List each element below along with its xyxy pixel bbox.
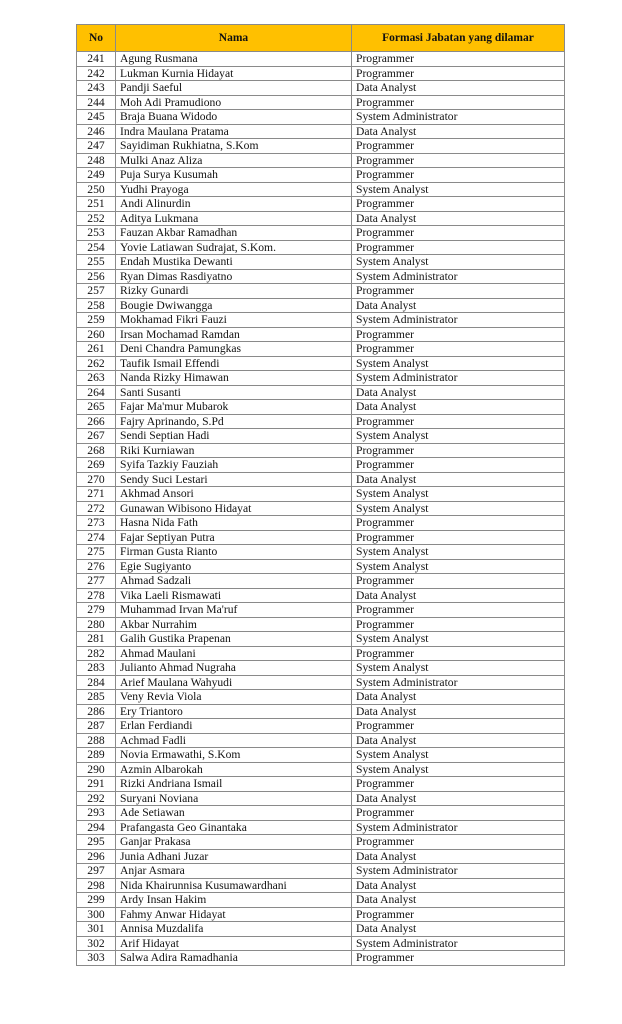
table-row (77, 690, 565, 705)
cell-no: 296 (77, 849, 116, 864)
table-row (77, 501, 565, 516)
cell-formasi: System Analyst (352, 545, 565, 560)
cell-no: 303 (77, 951, 116, 966)
cell-no: 268 (77, 443, 116, 458)
cell-formasi: System Analyst (352, 501, 565, 516)
cell-no: 277 (77, 574, 116, 589)
cell-no: 285 (77, 690, 116, 705)
cell-formasi: Programmer (352, 719, 565, 734)
table-row (77, 168, 565, 183)
cell-no: 273 (77, 516, 116, 531)
cell-no: 302 (77, 936, 116, 951)
cell-formasi: System Analyst (352, 182, 565, 197)
table-row (77, 791, 565, 806)
table-row (77, 777, 565, 792)
cell-formasi: Programmer (352, 646, 565, 661)
cell-no: 291 (77, 777, 116, 792)
cell-nama: Veny Revia Viola (116, 690, 352, 705)
cell-nama: Erlan Ferdiandi (116, 719, 352, 734)
cell-nama: Gunawan Wibisono Hidayat (116, 501, 352, 516)
table-row (77, 298, 565, 313)
cell-nama: Riki Kurniawan (116, 443, 352, 458)
cell-nama: Galih Gustika Prapenan (116, 632, 352, 647)
cell-nama: Ade Setiawan (116, 806, 352, 821)
cell-nama: Muhammad Irvan Ma'ruf (116, 603, 352, 618)
cell-nama: Taufik Ismail Effendi (116, 356, 352, 371)
cell-formasi: Programmer (352, 574, 565, 589)
cell-nama: Mokhamad Fikri Fauzi (116, 313, 352, 328)
cell-nama: Santi Susanti (116, 385, 352, 400)
cell-no: 255 (77, 255, 116, 270)
cell-no: 252 (77, 211, 116, 226)
table-row (77, 733, 565, 748)
table-row (77, 269, 565, 284)
cell-nama: Azmin Albarokah (116, 762, 352, 777)
cell-nama: Ryan Dimas Rasdiyatno (116, 269, 352, 284)
cell-nama: Sendy Suci Lestari (116, 472, 352, 487)
cell-nama: Fajry Aprinando, S.Pd (116, 414, 352, 429)
cell-no: 293 (77, 806, 116, 821)
cell-nama: Novia Ermawathi, S.Kom (116, 748, 352, 763)
cell-no: 272 (77, 501, 116, 516)
cell-no: 299 (77, 893, 116, 908)
cell-no: 271 (77, 487, 116, 502)
cell-formasi: Programmer (352, 617, 565, 632)
cell-nama: Anjar Asmara (116, 864, 352, 879)
cell-no: 254 (77, 240, 116, 255)
table-row (77, 632, 565, 647)
cell-formasi: Data Analyst (352, 922, 565, 937)
cell-formasi: Programmer (352, 603, 565, 618)
table-row (77, 574, 565, 589)
cell-formasi: System Analyst (352, 559, 565, 574)
cell-nama: Indra Maulana Pratama (116, 124, 352, 139)
cell-formasi: Programmer (352, 284, 565, 299)
cell-no: 241 (77, 52, 116, 67)
cell-formasi: System Analyst (352, 748, 565, 763)
cell-nama: Fajar Septiyan Putra (116, 530, 352, 545)
cell-no: 262 (77, 356, 116, 371)
table-row (77, 545, 565, 560)
table-row (77, 951, 565, 966)
cell-nama: Akbar Nurrahim (116, 617, 352, 632)
cell-formasi: Data Analyst (352, 124, 565, 139)
table-row (77, 603, 565, 618)
table-row (77, 820, 565, 835)
cell-formasi: Programmer (352, 52, 565, 67)
cell-nama: Ery Triantoro (116, 704, 352, 719)
cell-formasi: Programmer (352, 414, 565, 429)
cell-no: 263 (77, 371, 116, 386)
cell-formasi: Programmer (352, 835, 565, 850)
cell-nama: Nanda Rizky Himawan (116, 371, 352, 386)
document-page (76, 24, 564, 966)
table-row (77, 81, 565, 96)
cell-nama: Ahmad Sadzali (116, 574, 352, 589)
table-row (77, 922, 565, 937)
cell-no: 270 (77, 472, 116, 487)
cell-formasi: Data Analyst (352, 588, 565, 603)
cell-no: 290 (77, 762, 116, 777)
cell-formasi: System Analyst (352, 487, 565, 502)
cell-no: 275 (77, 545, 116, 560)
table-body (77, 52, 565, 966)
cell-nama: Syifa Tazkiy Fauziah (116, 458, 352, 473)
cell-no: 280 (77, 617, 116, 632)
cell-formasi: System Analyst (352, 429, 565, 444)
table-row (77, 414, 565, 429)
cell-formasi: Data Analyst (352, 298, 565, 313)
table-row (77, 835, 565, 850)
cell-nama: Fajar Ma'mur Mubarok (116, 400, 352, 415)
header-formasi: Formasi Jabatan yang dilamar (352, 25, 565, 52)
table-row (77, 52, 565, 67)
cell-no: 292 (77, 791, 116, 806)
cell-no: 261 (77, 342, 116, 357)
cell-formasi: Data Analyst (352, 472, 565, 487)
cell-no: 243 (77, 81, 116, 96)
table-row (77, 240, 565, 255)
table-row (77, 153, 565, 168)
table-row (77, 675, 565, 690)
cell-formasi: Data Analyst (352, 733, 565, 748)
cell-no: 294 (77, 820, 116, 835)
cell-no: 245 (77, 110, 116, 125)
cell-no: 286 (77, 704, 116, 719)
cell-formasi: Programmer (352, 95, 565, 110)
cell-formasi: System Administrator (352, 269, 565, 284)
cell-no: 266 (77, 414, 116, 429)
cell-nama: Ahmad Maulani (116, 646, 352, 661)
table-row (77, 327, 565, 342)
cell-nama: Braja Buana Widodo (116, 110, 352, 125)
table-row (77, 342, 565, 357)
cell-no: 289 (77, 748, 116, 763)
cell-nama: Deni Chandra Pamungkas (116, 342, 352, 357)
cell-no: 258 (77, 298, 116, 313)
cell-formasi: Data Analyst (352, 704, 565, 719)
cell-no: 281 (77, 632, 116, 647)
table-header (77, 25, 565, 52)
cell-nama: Arif Hidayat (116, 936, 352, 951)
cell-nama: Egie Sugiyanto (116, 559, 352, 574)
cell-formasi: Programmer (352, 226, 565, 241)
cell-formasi: Programmer (352, 530, 565, 545)
cell-formasi: System Analyst (352, 762, 565, 777)
cell-nama: Fauzan Akbar Ramadhan (116, 226, 352, 241)
cell-formasi: Programmer (352, 342, 565, 357)
cell-no: 265 (77, 400, 116, 415)
table-row (77, 429, 565, 444)
cell-nama: Prafangasta Geo Ginantaka (116, 820, 352, 835)
cell-no: 282 (77, 646, 116, 661)
cell-no: 259 (77, 313, 116, 328)
table-row (77, 936, 565, 951)
cell-no: 279 (77, 603, 116, 618)
cell-no: 249 (77, 168, 116, 183)
table-row (77, 371, 565, 386)
cell-no: 253 (77, 226, 116, 241)
table-row (77, 748, 565, 763)
cell-no: 297 (77, 864, 116, 879)
cell-formasi: System Administrator (352, 110, 565, 125)
cell-nama: Fahmy Anwar Hidayat (116, 907, 352, 922)
cell-nama: Akhmad Ansori (116, 487, 352, 502)
cell-nama: Achmad Fadli (116, 733, 352, 748)
table-row (77, 617, 565, 632)
cell-nama: Andi Alinurdin (116, 197, 352, 212)
cell-formasi: Programmer (352, 806, 565, 821)
cell-no: 283 (77, 661, 116, 676)
table-row (77, 313, 565, 328)
cell-nama: Yovie Latiawan Sudrajat, S.Kom. (116, 240, 352, 255)
cell-formasi: Programmer (352, 777, 565, 792)
table-row (77, 356, 565, 371)
cell-no: 301 (77, 922, 116, 937)
table-row (77, 559, 565, 574)
cell-no: 276 (77, 559, 116, 574)
cell-formasi: Programmer (352, 240, 565, 255)
cell-formasi: Data Analyst (352, 791, 565, 806)
cell-nama: Pandji Saeful (116, 81, 352, 96)
table-row (77, 458, 565, 473)
table-row (77, 661, 565, 676)
cell-nama: Rizki Andriana Ismail (116, 777, 352, 792)
cell-formasi: Programmer (352, 951, 565, 966)
cell-no: 246 (77, 124, 116, 139)
table-row (77, 385, 565, 400)
cell-nama: Ardy Insan Hakim (116, 893, 352, 908)
cell-nama: Rizky Gunardi (116, 284, 352, 299)
table-row (77, 588, 565, 603)
cell-no: 287 (77, 719, 116, 734)
cell-no: 250 (77, 182, 116, 197)
table-row (77, 110, 565, 125)
cell-nama: Arief Maulana Wahyudi (116, 675, 352, 690)
cell-formasi: System Administrator (352, 820, 565, 835)
table-row (77, 907, 565, 922)
cell-nama: Puja Surya Kusumah (116, 168, 352, 183)
table-row (77, 704, 565, 719)
cell-no: 284 (77, 675, 116, 690)
cell-no: 274 (77, 530, 116, 545)
table-row (77, 530, 565, 545)
cell-no: 264 (77, 385, 116, 400)
table-row (77, 66, 565, 81)
cell-formasi: Data Analyst (352, 893, 565, 908)
table-row (77, 849, 565, 864)
cell-formasi: Data Analyst (352, 81, 565, 96)
cell-nama: Suryani Noviana (116, 791, 352, 806)
table-row (77, 139, 565, 154)
cell-formasi: Programmer (352, 443, 565, 458)
cell-nama: Nida Khairunnisa Kusumawardhani (116, 878, 352, 893)
table-row (77, 400, 565, 415)
cell-no: 278 (77, 588, 116, 603)
table-row (77, 284, 565, 299)
applicant-table (76, 24, 565, 966)
cell-nama: Salwa Adira Ramadhania (116, 951, 352, 966)
cell-formasi: System Administrator (352, 936, 565, 951)
header-row (77, 25, 565, 52)
cell-formasi: System Administrator (352, 864, 565, 879)
cell-formasi: System Analyst (352, 661, 565, 676)
cell-no: 256 (77, 269, 116, 284)
table-row (77, 762, 565, 777)
table-row (77, 646, 565, 661)
table-row (77, 197, 565, 212)
cell-formasi: Programmer (352, 168, 565, 183)
cell-formasi: System Administrator (352, 371, 565, 386)
cell-formasi: System Analyst (352, 255, 565, 270)
cell-formasi: Data Analyst (352, 878, 565, 893)
cell-no: 300 (77, 907, 116, 922)
cell-nama: Julianto Ahmad Nugraha (116, 661, 352, 676)
cell-no: 242 (77, 66, 116, 81)
cell-no: 295 (77, 835, 116, 850)
cell-formasi: Programmer (352, 139, 565, 154)
cell-nama: Sendi Septian Hadi (116, 429, 352, 444)
cell-nama: Annisa Muzdalifa (116, 922, 352, 937)
table-row (77, 124, 565, 139)
table-row (77, 864, 565, 879)
cell-formasi: System Administrator (352, 313, 565, 328)
cell-nama: Moh Adi Pramudiono (116, 95, 352, 110)
cell-formasi: Data Analyst (352, 400, 565, 415)
table-row (77, 806, 565, 821)
table-row (77, 719, 565, 734)
cell-nama: Yudhi Prayoga (116, 182, 352, 197)
cell-nama: Bougie Dwiwangga (116, 298, 352, 313)
table-row (77, 472, 565, 487)
cell-nama: Lukman Kurnia Hidayat (116, 66, 352, 81)
cell-formasi: Programmer (352, 153, 565, 168)
cell-no: 298 (77, 878, 116, 893)
cell-formasi: Programmer (352, 516, 565, 531)
table-row (77, 893, 565, 908)
table-row (77, 182, 565, 197)
cell-formasi: Programmer (352, 458, 565, 473)
cell-nama: Agung Rusmana (116, 52, 352, 67)
cell-formasi: Data Analyst (352, 385, 565, 400)
cell-nama: Endah Mustika Dewanti (116, 255, 352, 270)
cell-no: 248 (77, 153, 116, 168)
cell-formasi: Programmer (352, 197, 565, 212)
table-row (77, 516, 565, 531)
cell-nama: Mulki Anaz Aliza (116, 153, 352, 168)
cell-nama: Sayidiman Rukhiatna, S.Kom (116, 139, 352, 154)
cell-no: 269 (77, 458, 116, 473)
cell-nama: Firman Gusta Rianto (116, 545, 352, 560)
header-nama: Nama (116, 25, 352, 52)
table-row (77, 95, 565, 110)
cell-formasi: Data Analyst (352, 211, 565, 226)
cell-nama: Irsan Mochamad Ramdan (116, 327, 352, 342)
cell-formasi: Data Analyst (352, 690, 565, 705)
cell-formasi: System Analyst (352, 356, 565, 371)
cell-formasi: System Analyst (352, 632, 565, 647)
table-row (77, 878, 565, 893)
cell-nama: Aditya Lukmana (116, 211, 352, 226)
cell-no: 244 (77, 95, 116, 110)
cell-formasi: Data Analyst (352, 849, 565, 864)
cell-no: 251 (77, 197, 116, 212)
header-no: No (77, 25, 116, 52)
cell-nama: Ganjar Prakasa (116, 835, 352, 850)
cell-nama: Vika Laeli Rismawati (116, 588, 352, 603)
table-row (77, 443, 565, 458)
cell-no: 288 (77, 733, 116, 748)
cell-formasi: Programmer (352, 66, 565, 81)
cell-formasi: Programmer (352, 327, 565, 342)
cell-no: 257 (77, 284, 116, 299)
cell-formasi: System Administrator (352, 675, 565, 690)
cell-nama: Hasna Nida Fath (116, 516, 352, 531)
table-row (77, 487, 565, 502)
table-row (77, 226, 565, 241)
cell-nama: Junia Adhani Juzar (116, 849, 352, 864)
table-row (77, 211, 565, 226)
cell-no: 267 (77, 429, 116, 444)
cell-formasi: Programmer (352, 907, 565, 922)
cell-no: 247 (77, 139, 116, 154)
cell-no: 260 (77, 327, 116, 342)
table-row (77, 255, 565, 270)
